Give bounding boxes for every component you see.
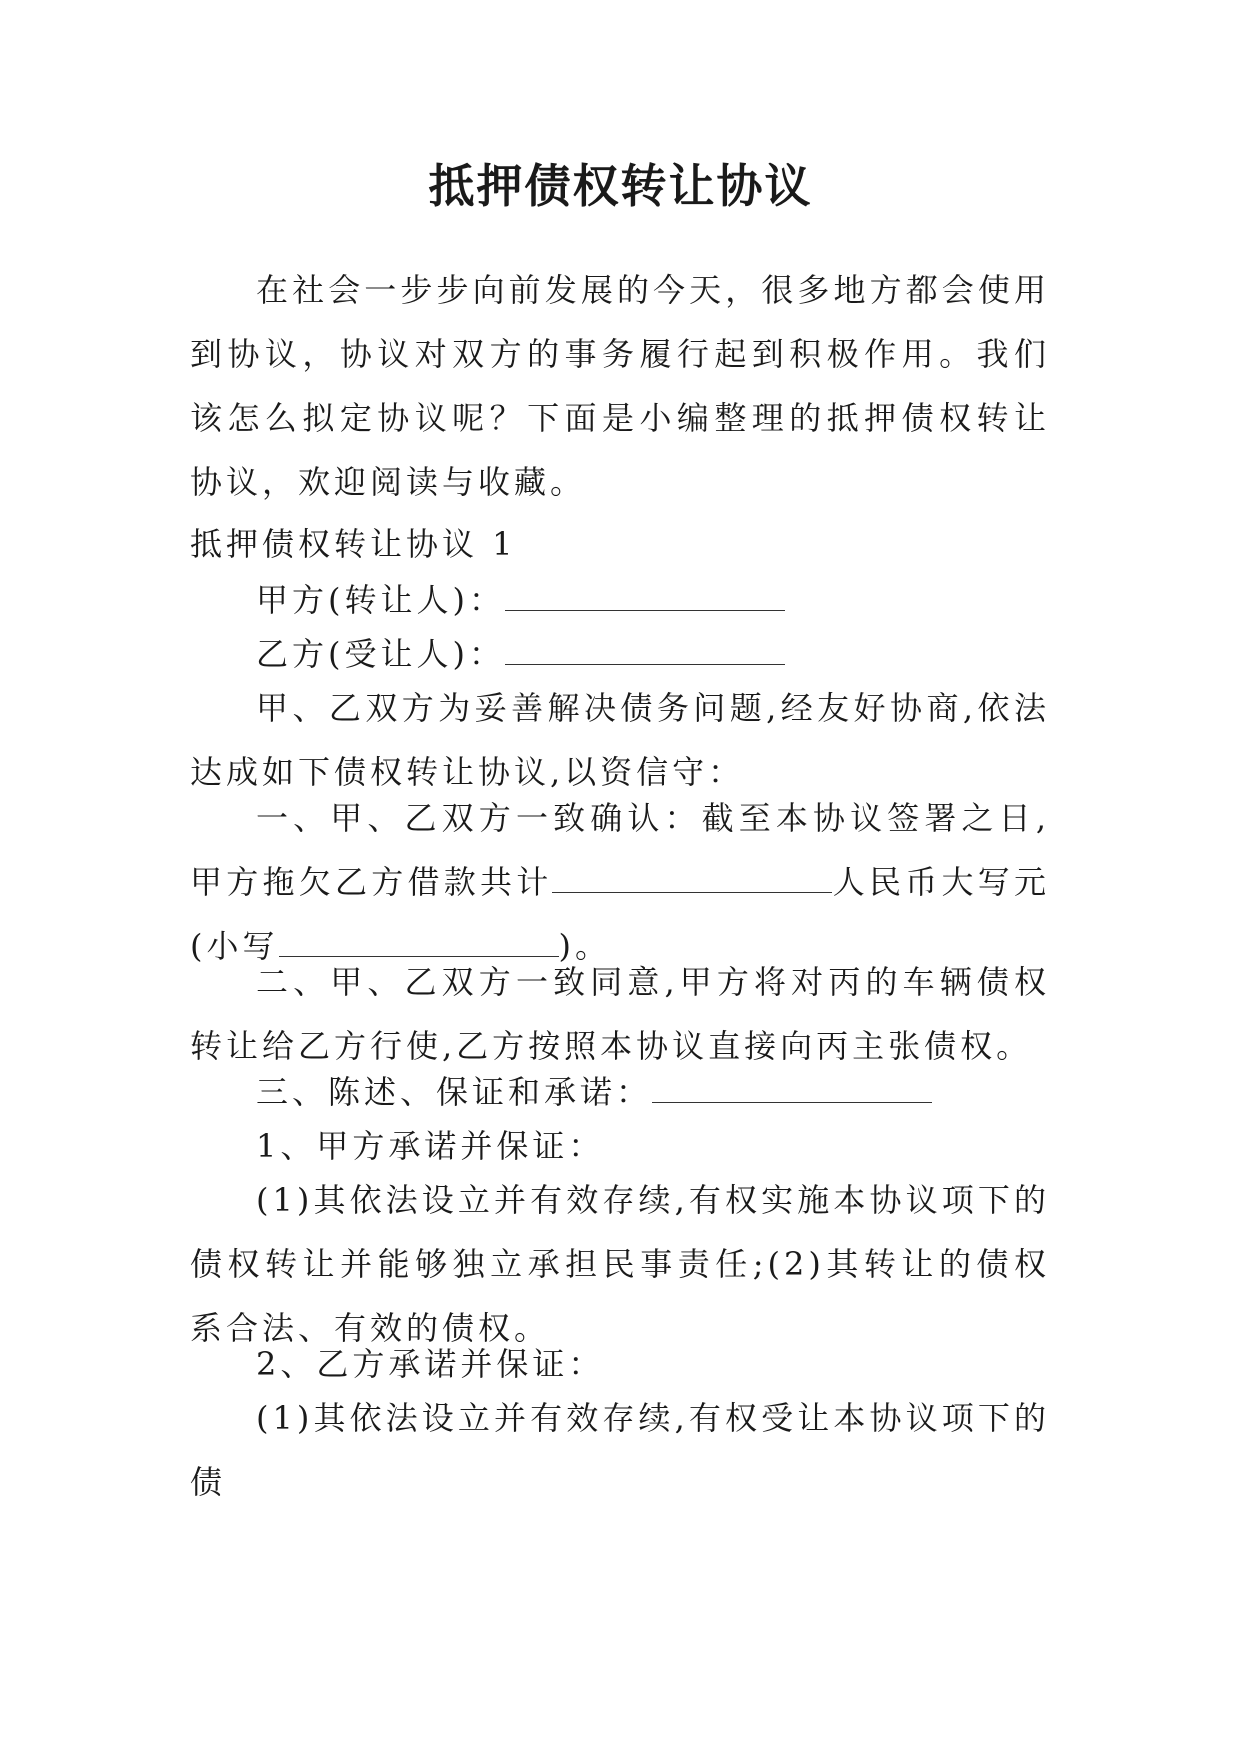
- party-b-blank[interactable]: [505, 622, 785, 665]
- clause-3-label: 三、陈述、保证和承诺：: [256, 1073, 653, 1111]
- party-a-blank[interactable]: [505, 568, 785, 611]
- clause-3-blank[interactable]: [652, 1060, 932, 1103]
- clause-1-text-b: 人民币大写元(小写: [190, 863, 1050, 965]
- clause-1-text-c: )。: [558, 927, 611, 965]
- section-heading: 抵押债权转让协议 1: [190, 525, 517, 563]
- party-a-label: 甲方(转让人)：: [256, 581, 505, 619]
- item-1-heading: 1、甲方承诺并保证：: [256, 1127, 605, 1165]
- clause-1-text-a: 一、甲、乙双方一致确认：截至本协议签署之日,甲方拖欠乙方借款共计: [190, 799, 1050, 901]
- item-2-paragraph: (1)其依法设立并有效存续,有权受让本协议项下的债: [190, 1399, 1050, 1501]
- clause-2-paragraph: 二、甲、乙双方一致同意,甲方将对丙的车辆债权转让给乙方行使,乙方按照本协议直接向丙主张债权。: [190, 963, 1050, 1065]
- document-title: 抵押债权转让协议: [428, 159, 813, 213]
- item-1-paragraph: (1)其依法设立并有效存续,有权实施本协议项下的债权转让并能够独立承担民事责任;(2)其转让的债权系合法、有效的债权。: [190, 1181, 1050, 1347]
- clause-1-amount-blank[interactable]: [552, 850, 832, 893]
- item-2-heading: 2、乙方承诺并保证：: [256, 1345, 605, 1383]
- party-b-label: 乙方(受让人)：: [256, 635, 505, 673]
- intro-paragraph: 在社会一步步向前发展的今天，很多地方都会使用到协议，协议对双方的事务履行起到积极作用。我们该怎么拟定协议呢？下面是小编整理的抵押债权转让协议，欢迎阅读与收藏。: [190, 271, 1050, 501]
- preamble-paragraph: 甲、乙双方为妥善解决债务问题,经友好协商,依法达成如下债权转让协议,以资信守：: [190, 689, 1050, 791]
